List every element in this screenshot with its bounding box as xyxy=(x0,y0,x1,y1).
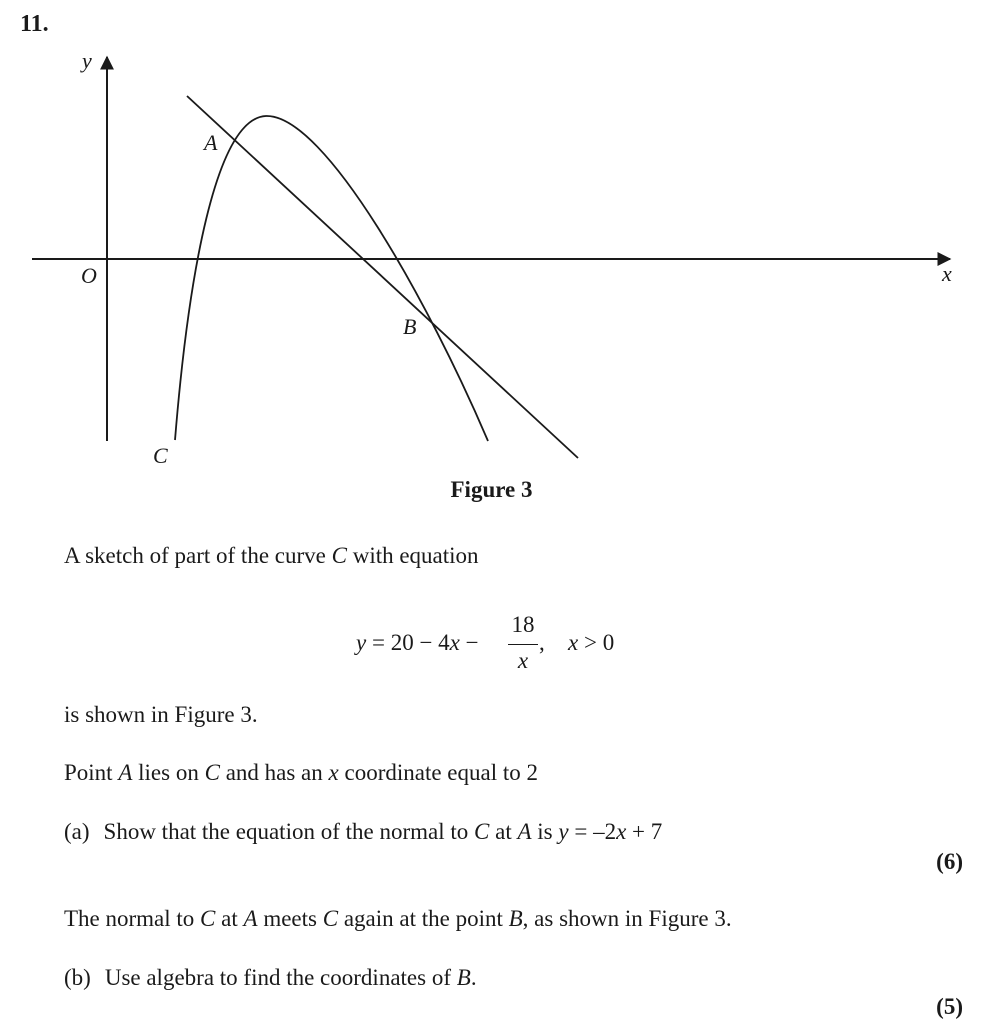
x-axis-label: x xyxy=(942,261,952,286)
curve-c xyxy=(175,116,488,441)
intro-line-1: A sketch of part of the curve C with equation xyxy=(64,543,479,568)
figure-caption: Figure 3 xyxy=(450,477,533,502)
normal-statement: The normal to C at A meets C again at the point B, as shown in Figure 3. xyxy=(64,906,732,931)
y-axis-label: y xyxy=(82,48,92,73)
normal-line xyxy=(187,96,578,458)
intro-line-2: is shown in Figure 3. xyxy=(64,702,258,727)
part-a-label: (a) xyxy=(64,819,90,844)
fraction-bar xyxy=(508,644,538,645)
question-number: 11. xyxy=(20,11,49,37)
part-b-label: (b) xyxy=(64,965,91,990)
part-b-marks: (5) xyxy=(936,994,963,1019)
origin-label: O xyxy=(81,263,97,288)
point-b-label: B xyxy=(403,314,417,339)
point-a-statement: Point A lies on C and has an x coordinate equal to 2 xyxy=(64,760,538,785)
fraction-numerator: 18 xyxy=(511,612,535,637)
fraction-denominator: x xyxy=(517,648,529,673)
part-a-question: (a) Show that the equation of the normal to C at A is y = –2x + 7 xyxy=(64,819,663,844)
point-a-label: A xyxy=(204,130,218,155)
part-b-question: (b) Use algebra to find the coordinates of B. xyxy=(64,965,477,990)
curve-c-label: C xyxy=(153,443,168,468)
part-a-marks: (6) xyxy=(936,849,963,874)
